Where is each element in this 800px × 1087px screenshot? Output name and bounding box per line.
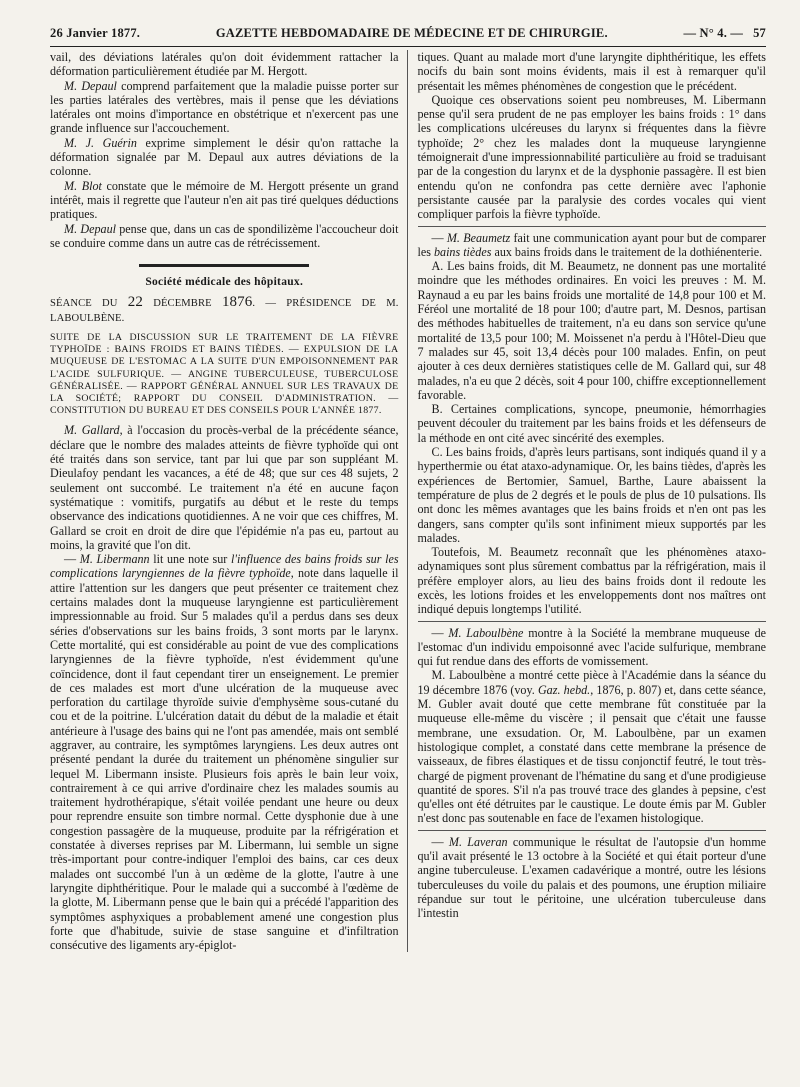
paragraph-text: pense que, dans un cas de spondilizème l'accoucheur doit se conduire comme dans un autre cas de rétrécissement. [50,221,399,250]
paragraph-text: comprend parfaitement que la maladie puisse porter sur les parties latérales des vertèbres, mais il pense que les déviations latérales ont moins d'importance en obstétrique et n'exercent pas une grande influence sur l'accouchement. [50,78,399,136]
section-title: Société médicale des hôpitaux. [145,276,304,289]
speaker-name: M. Gallard [64,423,120,438]
paragraph [50,136,399,179]
divider [418,621,767,622]
paragraph-text: lit une note sur [149,552,231,567]
paragraph: vail, des déviations latérales qu'on doit évidemment rattacher la déformation particulièrement étudiée par M. Hergott. [50,50,399,79]
seance-line [50,295,399,326]
paragraph [50,179,399,222]
left-column [50,50,408,952]
paragraph [418,231,767,260]
speaker-name: M. Blot [64,178,102,193]
dash: — [431,230,447,245]
speaker-name: M. Depaul [64,78,117,93]
paragraph [418,668,767,825]
header-date: 26 Janvier 1877. [50,26,141,40]
paragraph: Quoique ces observations soient peu nombreuses, M. Libermann pense qu'il sera prudent de ne pas employer les bains froids : 1° dans les complications ulcéreuses du larynx si fréquentes dans la fièvre typhoïde; 2° chez les malades dont la muqueuse laryngienne témoignerait d'une impressionnabilité particulière au froid se traduisant par de la congestion du larynx et de la dysphonie passagère. Il est bien entendu qu'on ne confondra pas cette dernière avec l'aphonie persistante causée par la paralysie des cordes vocales qui vient compliquer parfois la fièvre typhoïde. [417,92,766,222]
dash: — [431,834,449,849]
paragraph: C. Les bains froids, d'après leurs partisans, sont indiqués quand il y a hyperthermie ou état ataxo-adynamique. Or, les bains tièdes, d'après les expériences de Bertomier, Samuel, Barthe, Laure abaissent la température de plus de 2 degrés et le pouls de plus de 10 pulsations. Ils ont donc les mêmes avantages que les bains froids et n'en ont pas les dangers, sans compter qu'ils sont infiniment mieux supportés par les malades. [417,445,766,545]
paragraph [50,79,399,136]
speaker-name: M. Laveran [448,834,508,849]
citation: Gaz. hebd. [537,682,591,697]
divider [418,226,767,227]
dash: — [64,552,80,567]
section-divider [139,264,309,267]
paragraph-text: communique le résultat de l'autopsie d'un homme qu'il avait présenté le 13 octobre à la Société et qui était porteur d'une angine tuberculeuse. L'examen cadavérique a montré, outre les lésions tuberculeuses du voile du palais et des poumons, une éruption miliaire répandue sur tout le péritoine, une ulcération tuberculeuse dans l'intestin [417,834,766,921]
paragraph: B. Certaines complications, syncope, pneumonie, hémorrhagies peuvent découler du traitement par les bains froids et les défenseurs de la méthode en ont cité avec sincérité des exemples. [417,402,766,445]
paragraph-text: montre à la Société la membrane muqueuse de l'estomac d'un individu empoisonné avec l'acide sulfurique, membrane qui fut rendue dans des efforts de vomissement. [417,625,766,669]
note-title: l'influence des bains froids sur les complications laryngiennes de la fièvre typhoïde [50,552,399,581]
seance-year: 1876 [221,294,253,311]
paragraph-text: , 1876, p. 807) et, dans cette séance, M. Gubler avait douté que cette membrane fût constituée par la muqueuse elle-même du viscère ; il pensait que c'était une fausse membrane, une exsudation. Or, M. Laboulbène, par un examen histologique complet, a constaté dans cette membrane la présence de vaisseaux, de fibres élastiques et de tissu conjonctif feutré, le tout très-chargé de pigment provenant de l'hématine du sang et d'une prodigieuse quantité de spores. S'il n'a pas trouvé trace des glandes à pepsine, c'est qu'elles ont été détruites par le caustique. Le doute émis par M. Gubler n'est donc pas soutenable en face de l'examen histologique. [417,682,766,826]
paragraph-text: exprime simplement le désir qu'on rattache la déformation signalée par M. Depaul aux autres déviations de la colonne. [50,135,399,179]
header-issue-page [684,26,766,41]
paragraph-text: aux bains froids dans le traitement de la dothiénenterie. [491,244,763,259]
speaker-name: M. Laboulbène [448,625,524,640]
paragraph-text: constate que le mémoire de M. Hergott présente un grand intérêt, mais il regrette que l'auteur n'en ait pas tiré quelques déductions pratiques. [50,178,399,222]
paragraph-text: M. Laboulbène a montré cette pièce à l'Académie dans la séance du 19 décembre 1876 (voy. [417,668,766,697]
header-title: GAZETTE HEBDOMADAIRE DE MÉDECINE ET DE CHIRURGIE. [215,26,608,40]
header-page-number: 57 [753,26,766,40]
columns [50,50,766,952]
emphasis: bains tièdes [433,244,492,259]
speaker-name: M. Libermann [79,552,150,567]
paragraph: Toutefois, M. Beaumetz reconnaît que les phénomènes ataxo-adynamiques sont plus sûrement combattus par la réfrigération, mais il préfère employer alors, au lieu des bains froids dont il redoute les excès, les lotions froides et les enveloppements dont nos maîtres ont indiqué depuis longtemps l'utilité. [417,545,766,617]
speaker-name: M. J. Guérin [64,135,137,150]
right-column [408,50,767,952]
dash: — [431,625,449,640]
paragraph [418,626,767,669]
paragraph [50,423,399,552]
paragraph: A. Les bains froids, dit M. Beaumetz, ne donnent pas une mortalité moindre que les méthodes ordinaires. En voici les preuves : M. M. Raynaud a eu par les bains froids une mortalité de 14,8 pour 100 et M. Féréol une mortalité de 18 pour 100; d'autre part, M. Desnos, partisan des méthodes habituelles de traitement, n'a eu dans son service qu'une mortalité de 13,5 pour 100; M. Moissenet n'a perdu à l'Hôtel-Dieu que 7 malades sur 45, soit 13,4 décès pour 100 malades. Enfin, on peut ajouter à ces deux dernières statistiques celle de M. Gallard qui, sur 48 malades, n'a eu que 2 décès, soit 4 pour 100, chiffre exceptionnellement favorable. [417,259,766,402]
seance-text: SÉANCE DU [50,298,128,310]
seance-text: DÉCEMBRE [142,298,222,310]
speaker-name: M. Beaumetz [446,230,511,245]
paragraph [418,835,767,921]
paragraph: tiques. Quant au malade mort d'une laryngite diphthéritique, les effets nocifs du bain sont moins évidents, mais il est à remarquer qu'il présentait les mêmes phénomènes de congestion que le précédent. [417,50,766,93]
paragraph [50,552,399,952]
paragraph-text: fait une communication ayant pour but de comparer les [417,230,766,259]
speaker-name: M. Depaul [64,221,116,236]
divider [418,830,767,831]
session-summary: SUITE DE LA DISCUSSION SUR LE TRAITEMENT DE LA FIÈVRE TYPHOÏDE : BAINS FROIDS ET BAINS TIÈDES. — EXPULSION DE LA MUQUEUSE DE L'ESTOMAC A LA SUITE D'UN EMPOISONNEMENT PAR L'ACIDE SULFURIQUE. — ANGINE TUBERCULEUSE, TUBERCULOSE GÉNÉRALISÉE. — RAPPORT GÉNÉRAL ANNUEL SUR LES TRAVAUX DE LA SOCIÉTÉ; RAPPORT DU CONSEIL D'ADMINISTRATION. — CONSTITUTION DU BUREAU ET DES CONSEILS POUR L'ANNÉE 1877. [50,332,399,417]
paragraph-text: , à l'occasion du procès-verbal de la précédente séance, déclare que le nombre des malades atteints de fièvre typhoïde qui ont été traités dans son service, tant par lui que par son suppléant M. Dieulafoy pendant les vacances, a été de 48; que sur ces 48 sujets, 2 seulement ont succombé. Le traitement n'a été en aucune façon systématique : vomitifs, purgatifs au début et le reste du temps observance des indications quotidiennes. A ne voir que ces chiffres, M. Gallard se croit en droit de dire que l'épidémie n'a pas eu, partout au moins, la gravité que l'on dit. [50,423,399,552]
paragraph [50,222,399,251]
seance-day: 22 [127,294,143,311]
seance-text: . — PRÉSIDENCE DE M. LABOULBÈNE. [50,298,399,324]
header-issue: — N° 4. — [683,26,744,40]
paragraph-text: , note dans laquelle il attire l'attention sur les dangers que peut présenter ce traitement chez certains malades dont la muqueuse laryngienne est particulièrement impressionnable au froid. Sur 5 malades qu'il a perdus dans ses deux séries d'observations sur les bains froids, 3 sont morts par le larynx. Cette mortalité, qui est considérable au point de vue des complications laryngiennes de la fièvre typhoïde, n'est évidemment qu'une coïncidence, dont il faut cependant tirer un enseignement. Le premier de ces malades est mort d'une ulcération de la muqueuse avec perforation du cartilage thyroïde suivie d'emphysème sous-cutané du cou et de la poitrine. L'ulcération datait du début de la maladie et était antérieure à l'usage des bains qui ne l'ont pas amendée, mais ont semblé aggraver, au contraire, les symptômes laryngiens. Les deux autres ont présenté pendant la durée du traitement un phénomène singulier sur lequel M. Libermann insiste. Plusieurs fois après le bain leur voix, contrairement à ce qui arrive d'ordinaire chez les malades soumis au traitement hydrothérapique, s'était voilée pendant une heure ou deux pour reprendre ensuite son timbre normal. Cette dysphonie due à une congestion passagère de la muqueuse, produite par la réfrigération et constatée à diverses reprises par M. Libermann, lui semble un signe très-important pour contre-indiquer l'emploi des bains, car ces deux malades ont succombé l'un à un œdème de la glotte, l'autre à une laryngite diphthéritique. Pour le malade qui a succombé à l'œdème de la glotte, M. Libermann pense que le bain qui a précédé l'apparition des symptômes asphyxiques a probablement amené une congestion plus forte que d'habitude, suivie de stase sanguine et d'infiltration consécutive des ligaments ary-épiglot- [50,566,399,953]
page-header [50,26,766,47]
